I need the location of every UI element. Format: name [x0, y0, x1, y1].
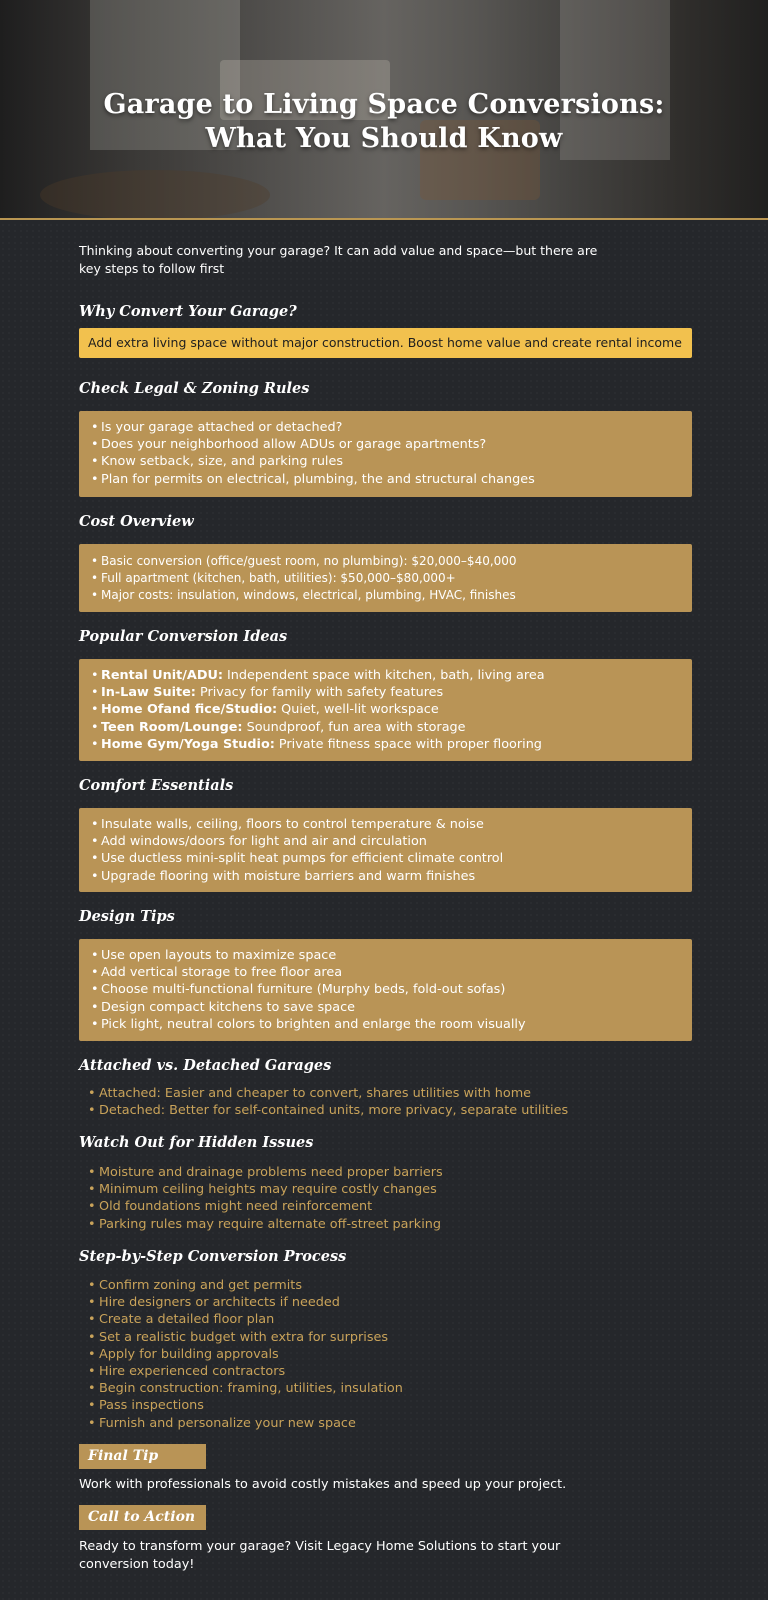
list-item: • Know setback, size, and parking rules — [91, 453, 682, 470]
section-heading-hidden: Watch Out for Hidden Issues — [79, 1134, 314, 1151]
list-item: • Add windows/doors for light and air and circulation — [91, 833, 682, 850]
list-item: • Begin construction: framing, utilities, insulation — [79, 1380, 692, 1397]
intro-text: Thinking about converting your garage? It can add value and space—but there are key steps to follow first — [79, 243, 598, 276]
list-item: • Detached: Better for self-contained units, more privacy, separate utilities — [79, 1102, 692, 1119]
attached-list — [79, 1085, 692, 1119]
list-item — [91, 719, 682, 736]
call-to-action-text — [79, 1538, 639, 1574]
steps-list — [79, 1277, 692, 1432]
list-item: • Basic conversion (office/guest room, no plumbing): $20,000–$40,000 — [91, 553, 682, 570]
list-item: • Minimum ceiling heights may require costly changes — [79, 1181, 692, 1198]
list-item — [91, 736, 682, 753]
idea-text: Quiet, well-lit workspace — [277, 702, 439, 718]
list-item: • Use open layouts to maximize space — [91, 947, 682, 964]
list-item: • Design compact kitchens to save space — [91, 999, 682, 1016]
list-item: • Pick light, neutral colors to brighten and enlarge the room visually — [91, 1016, 682, 1033]
final-tip-text: Work with professionals to avoid costly mistakes and speed up your project. — [79, 1477, 567, 1492]
why-text: Add extra living space without major construction. Boost home value and create rental income — [88, 335, 682, 350]
hidden-list-wrap — [79, 1164, 692, 1233]
hidden-list — [79, 1164, 692, 1233]
list-item: • Upgrade flooring with moisture barriers and warm finishes — [91, 868, 682, 885]
section-heading-ideas: Popular Conversion Ideas — [79, 628, 288, 645]
list-item: • Set a realistic budget with extra for surprises — [79, 1329, 692, 1346]
section-heading-design: Design Tips — [79, 908, 175, 925]
list-item: • Hire designers or architects if needed — [79, 1294, 692, 1311]
page-title — [0, 88, 768, 156]
section-heading-cost: Cost Overview — [79, 513, 194, 530]
list-item: • Furnish and personalize your new space — [79, 1415, 692, 1432]
hero-rug — [40, 170, 270, 220]
design-list — [79, 939, 692, 1041]
section-heading-comfort: Comfort Essentials — [79, 777, 234, 794]
list-item: • Major costs: insulation, windows, electrical, plumbing, HVAC, finishes — [91, 587, 682, 604]
final-tip-label: Final Tip — [79, 1444, 206, 1469]
list-item: • Apply for building approvals — [79, 1346, 692, 1363]
list-item — [91, 701, 682, 718]
section-heading-why: Why Convert Your Garage? — [79, 303, 297, 320]
list-item: • Add vertical storage to free floor area — [91, 964, 682, 981]
cost-list — [79, 544, 692, 613]
idea-title: Teen Room/Lounge: — [101, 719, 243, 735]
list-item: • Confirm zoning and get permits — [79, 1277, 692, 1294]
idea-text: Privacy for family with safety features — [195, 685, 444, 701]
idea-title: Home Gym/Yoga Studio: — [101, 736, 275, 752]
list-item: • Old foundations might need reinforcement — [79, 1198, 692, 1215]
hero-divider — [0, 218, 768, 220]
list-item: • Parking rules may require alternate off-street parking — [79, 1216, 692, 1233]
list-item: • Create a detailed floor plan — [79, 1311, 692, 1328]
design-box — [79, 939, 692, 1041]
list-item: • Use ductless mini-split heat pumps for efficient climate control — [91, 850, 682, 867]
list-item: • Pass inspections — [79, 1397, 692, 1414]
list-item: • Insulate walls, ceiling, floors to control temperature & noise — [91, 816, 682, 833]
idea-title: In-Law Suite: — [101, 685, 196, 701]
call-to-action-label: Call to Action — [79, 1505, 206, 1530]
cta-text-line1: Ready to transform your garage? Visit Legacy Home Solutions to start your — [79, 1539, 561, 1554]
idea-text: Soundproof, fun area with storage — [242, 719, 466, 735]
list-item — [91, 684, 682, 701]
list-item — [91, 667, 682, 684]
cta-text-line2: conversion today! — [79, 1557, 195, 1572]
list-item: • Full apartment (kitchen, bath, utilities): $50,000–$80,000+ — [91, 570, 682, 587]
idea-text: Private fitness space with proper flooring — [274, 736, 542, 752]
idea-text: Independent space with kitchen, bath, living area — [222, 668, 545, 683]
ideas-list — [79, 659, 692, 761]
idea-title: Rental Unit/ADU: — [101, 668, 223, 683]
legal-list — [79, 411, 692, 496]
list-item: • Hire experienced contractors — [79, 1363, 692, 1380]
page-title-line2: What You Should Know — [205, 123, 563, 154]
attached-list-wrap — [79, 1085, 692, 1119]
comfort-list — [79, 808, 692, 893]
steps-list-wrap — [79, 1277, 692, 1432]
idea-title: Home Ofand fice/Studio: — [101, 702, 278, 718]
section-heading-attached: Attached vs. Detached Garages — [79, 1057, 332, 1074]
hero-banner — [0, 0, 768, 220]
why-box — [79, 328, 692, 358]
comfort-box — [79, 808, 692, 892]
cost-box — [79, 544, 692, 612]
legal-box — [79, 411, 692, 497]
list-item: • Does your neighborhood allow ADUs or garage apartments? — [91, 436, 682, 453]
list-item: • Choose multi-functional furniture (Murphy beds, fold-out sofas) — [91, 981, 682, 998]
list-item: • Attached: Easier and cheaper to convert, shares utilities with home — [79, 1085, 692, 1102]
section-heading-legal: Check Legal & Zoning Rules — [79, 380, 310, 397]
list-item: • Moisture and drainage problems need proper barriers — [79, 1164, 692, 1181]
list-item: • Is your garage attached or detached? — [91, 419, 682, 436]
list-item: • Plan for permits on electrical, plumbing, the and structural changes — [91, 471, 682, 488]
ideas-box — [79, 659, 692, 761]
section-heading-steps: Step-by-Step Conversion Process — [79, 1248, 347, 1265]
page-title-line1: Garage to Living Space Conversions: — [103, 89, 665, 120]
